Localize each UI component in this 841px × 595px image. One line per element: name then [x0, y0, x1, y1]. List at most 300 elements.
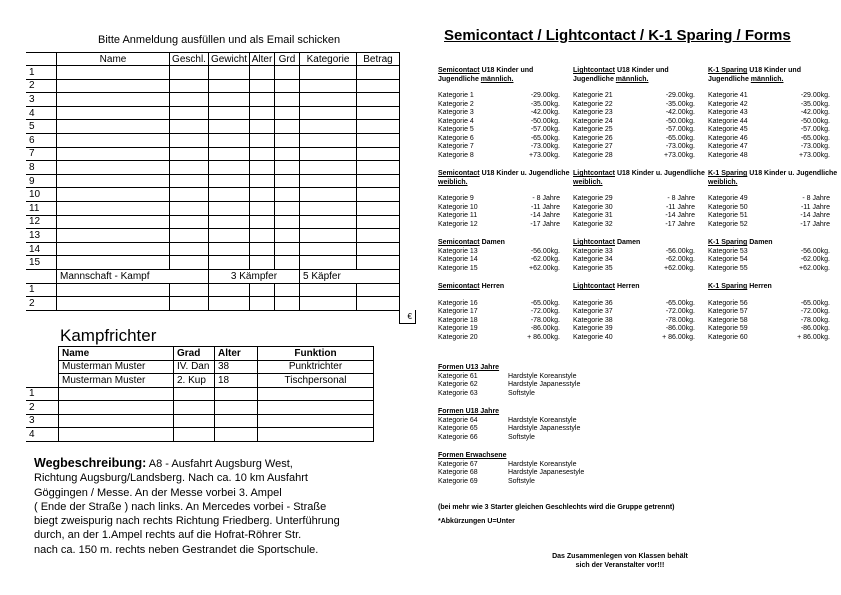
team-header-row — [26, 269, 416, 283]
judge-cell[interactable] — [174, 428, 215, 442]
registration-cell[interactable] — [300, 79, 357, 93]
category-item: Kategorie 60 + 86.00kg. — [708, 333, 830, 341]
category-block — [573, 67, 705, 160]
discipline-name: Lightcontact — [573, 239, 615, 246]
category-block — [573, 170, 705, 229]
registration-cell[interactable] — [170, 201, 209, 215]
registration-cell[interactable] — [57, 133, 170, 147]
registration-cell[interactable] — [357, 66, 400, 80]
judge-cell[interactable] — [174, 387, 215, 401]
team-row — [26, 297, 416, 311]
registration-cell[interactable] — [170, 229, 209, 243]
category-item: Kategorie 49 - 8 Jahre — [708, 195, 830, 202]
registration-cell[interactable] — [275, 242, 300, 256]
team-cell[interactable] — [57, 283, 170, 297]
registration-cell[interactable] — [170, 188, 209, 202]
registration-cell[interactable] — [57, 93, 170, 107]
judge-funktion[interactable]: Punktrichter — [258, 360, 374, 374]
row-number: 13 — [26, 229, 57, 243]
row-number: 3 — [26, 414, 59, 428]
registration-cell[interactable] — [209, 93, 250, 107]
registration-cell[interactable] — [300, 120, 357, 134]
judge-entry-row — [26, 387, 374, 401]
team-cell[interactable] — [300, 283, 357, 297]
registration-cell[interactable] — [300, 215, 357, 229]
registration-cell[interactable] — [357, 256, 400, 270]
category-item: Kategorie 11 -14 Jahre — [438, 212, 560, 219]
category-item: Kategorie 56 -65.00kg. — [708, 299, 830, 307]
registration-row — [26, 188, 416, 202]
forms-item: Kategorie 67 Hardstyle Koreanstyle — [438, 460, 577, 468]
category-item: Kategorie 2 -35.00kg. — [438, 100, 560, 108]
row-number: 11 — [26, 201, 57, 215]
registration-cell[interactable] — [300, 161, 357, 175]
category-item: Kategorie 43 -42.00kg. — [708, 109, 830, 116]
category-item: Kategorie 41 -29.00kg. — [708, 92, 830, 99]
route-line: nach ca. 150 m. rechts neben Gestrandet die Sportschule. — [34, 543, 319, 556]
registration-cell[interactable] — [170, 133, 209, 147]
registration-cell[interactable] — [170, 174, 209, 188]
row-number: 8 — [26, 161, 57, 175]
team-cell[interactable] — [250, 283, 275, 297]
category-item: Kategorie 34 -62.00kg. — [573, 256, 695, 263]
category-heading: Semicontact Herren — [438, 283, 505, 290]
judge-cell[interactable] — [215, 401, 258, 415]
category-column — [708, 67, 840, 352]
jcol-funktion: Funktion — [258, 347, 374, 361]
registration-cell[interactable] — [209, 120, 250, 134]
forms-section — [438, 364, 584, 496]
instruction: Bitte Anmeldung ausfüllen und als Email schicken — [98, 34, 341, 46]
category-heading: Lightcontact U18 Kinder und Jugendliche männlich. — [573, 67, 669, 83]
team-cell[interactable] — [209, 297, 250, 311]
row-number: 3 — [26, 93, 57, 107]
judge-cell[interactable] — [215, 387, 258, 401]
judge-cell[interactable] — [59, 401, 174, 415]
registration-cell[interactable] — [209, 106, 250, 120]
registration-cell[interactable] — [57, 161, 170, 175]
registration-cell[interactable] — [57, 79, 170, 93]
category-heading: K-1 Sparing U18 Kinder u. Jugendliche weiblich. — [708, 170, 838, 186]
registration-cell[interactable] — [170, 106, 209, 120]
category-item: Kategorie 53 -56.00kg. — [708, 247, 830, 255]
registration-cell[interactable] — [250, 133, 275, 147]
col-name: Name — [57, 53, 170, 66]
category-block — [708, 283, 840, 342]
registration-cell[interactable] — [250, 93, 275, 107]
category-item: Kategorie 39 -86.00kg. — [573, 325, 695, 332]
category-item: Kategorie 10 -11 Jahre — [438, 203, 560, 211]
team-cell[interactable] — [170, 283, 209, 297]
discipline-name: K-1 Sparing — [708, 239, 748, 246]
category-item: Kategorie 12 -17 Jahre — [438, 220, 560, 228]
registration-cell[interactable] — [300, 229, 357, 243]
category-item: Kategorie 27 -73.00kg. — [573, 143, 695, 150]
col-kategorie: Kategorie — [300, 53, 357, 66]
col-alter: Alter — [250, 53, 275, 66]
row-number: 15 — [26, 256, 57, 270]
euro-total: € — [400, 310, 416, 323]
registration-cell[interactable] — [250, 201, 275, 215]
discipline-name: Lightcontact — [573, 67, 615, 74]
team-cell[interactable] — [357, 283, 400, 297]
jcol-name: Name — [59, 347, 174, 361]
forms-item: Kategorie 65 Hardstyle Japanesstyle — [438, 425, 581, 432]
category-item: Kategorie 30 -11 Jahre — [573, 203, 695, 211]
category-item: Kategorie 16 -65.00kg. — [438, 299, 560, 307]
registration-cell[interactable] — [300, 93, 357, 107]
row-number: 7 — [26, 147, 57, 161]
registration-cell[interactable] — [300, 242, 357, 256]
registration-cell[interactable] — [357, 106, 400, 120]
registration-cell[interactable] — [300, 256, 357, 270]
registration-cell[interactable] — [57, 188, 170, 202]
registration-row — [26, 229, 416, 243]
category-item: Kategorie 51 -14 Jahre — [708, 212, 830, 219]
registration-cell[interactable] — [357, 201, 400, 215]
col-geschl: Geschl. — [170, 53, 209, 66]
judge-cell[interactable] — [174, 414, 215, 428]
judge-cell[interactable] — [215, 414, 258, 428]
jcol-alter: Alter — [215, 347, 258, 361]
registration-row — [26, 120, 416, 134]
category-item: Kategorie 21 -29.00kg. — [573, 92, 695, 99]
judge-name[interactable]: Musterman Muster — [59, 374, 174, 388]
registration-cell[interactable] — [170, 242, 209, 256]
judge-grad[interactable]: 2. Kup — [174, 374, 215, 388]
category-item: Kategorie 35 +62.00kg. — [573, 264, 695, 272]
registration-header-row — [26, 53, 416, 66]
registration-cell[interactable] — [57, 242, 170, 256]
registration-cell[interactable] — [250, 79, 275, 93]
registration-cell[interactable] — [275, 66, 300, 80]
registration-cell[interactable] — [170, 79, 209, 93]
registration-cell[interactable] — [250, 188, 275, 202]
judge-entry-row — [26, 428, 374, 442]
category-item: Kategorie 47 -73.00kg. — [708, 143, 830, 150]
registration-cell[interactable] — [357, 229, 400, 243]
category-columns — [438, 67, 840, 352]
discipline-name: Semicontact — [438, 67, 480, 74]
registration-cell[interactable] — [300, 188, 357, 202]
registration-cell[interactable] — [250, 215, 275, 229]
row-number: 4 — [26, 106, 57, 120]
registration-cell[interactable] — [57, 201, 170, 215]
category-heading: Lightcontact Damen — [573, 239, 641, 246]
judge-cell[interactable] — [258, 401, 374, 415]
judge-alter[interactable]: 38 — [215, 360, 258, 374]
judge-entry-row — [26, 401, 374, 415]
registration-cell[interactable] — [250, 106, 275, 120]
category-item: Kategorie 5 -57.00kg. — [438, 126, 560, 133]
forms-heading: Formen Erwachsene — [438, 452, 507, 459]
category-item: Kategorie 48 +73.00kg. — [708, 151, 830, 159]
route-line: biegt zweispurig nach rechts Richtung Friedberg. Unterführung — [34, 515, 340, 528]
category-block — [573, 239, 705, 273]
team-cell[interactable] — [357, 297, 400, 311]
registration-cell[interactable] — [250, 147, 275, 161]
registration-cell[interactable] — [300, 147, 357, 161]
category-block — [438, 170, 570, 229]
registration-cell[interactable] — [209, 215, 250, 229]
registration-row — [26, 147, 416, 161]
registration-cell[interactable] — [275, 256, 300, 270]
forms-item: Kategorie 68 Hardstyle Japanesestyle — [438, 469, 585, 476]
row-number: 1 — [26, 387, 59, 401]
category-heading: K-1 Sparing Herren — [708, 283, 772, 290]
category-item: Kategorie 24 -50.00kg. — [573, 117, 695, 125]
category-block — [438, 67, 570, 160]
registration-cell[interactable] — [170, 161, 209, 175]
registration-cell[interactable] — [209, 174, 250, 188]
discipline-name: Semicontact — [438, 239, 480, 246]
forms-block — [438, 364, 584, 398]
discipline-name: Lightcontact — [573, 283, 615, 290]
footer-line: sich der Veranstalter vor!!! — [575, 561, 665, 569]
category-column — [438, 67, 570, 352]
discipline-name: K-1 Sparing — [708, 170, 748, 177]
discipline-name: K-1 Sparing — [708, 67, 748, 74]
team-cell[interactable] — [300, 297, 357, 311]
registration-cell[interactable] — [250, 242, 275, 256]
route-line: durch, an der 1.Ampel rechts auf die Hofrat-Röhrer Str. — [34, 529, 302, 542]
category-item: Kategorie 18 -78.00kg. — [438, 316, 560, 324]
registration-cell[interactable] — [57, 66, 170, 80]
category-item: Kategorie 42 -35.00kg. — [708, 100, 830, 108]
registration-cell[interactable] — [250, 256, 275, 270]
registration-cell[interactable] — [275, 93, 300, 107]
row-number: 6 — [26, 133, 57, 147]
judge-cell[interactable] — [258, 428, 374, 442]
category-item: Kategorie 26 -65.00kg. — [573, 134, 695, 142]
jcol-grad: Grad — [174, 347, 215, 361]
registration-cell[interactable] — [275, 79, 300, 93]
route-description — [34, 456, 384, 557]
registration-cell[interactable] — [209, 242, 250, 256]
category-item: Kategorie 45 -57.00kg. — [708, 126, 830, 133]
forms-item: Kategorie 62 Hardstyle Japanesstyle — [438, 381, 581, 388]
team-cell[interactable] — [170, 297, 209, 311]
category-item: Kategorie 9 - 8 Jahre — [438, 195, 560, 202]
col-gewicht: Gewicht — [209, 53, 250, 66]
registration-row — [26, 66, 416, 80]
judge-cell[interactable] — [59, 428, 174, 442]
team-cell[interactable] — [209, 283, 250, 297]
row-number: 1 — [26, 283, 57, 297]
registration-cell[interactable] — [209, 188, 250, 202]
category-item: Kategorie 52 -17 Jahre — [708, 220, 830, 228]
col-grd: Grd — [275, 53, 300, 66]
registration-cell[interactable] — [170, 93, 209, 107]
row-number: 2 — [26, 401, 59, 415]
discipline-name: Semicontact — [438, 170, 480, 177]
registration-cell[interactable] — [170, 120, 209, 134]
judge-alter[interactable]: 18 — [215, 374, 258, 388]
registration-row — [26, 242, 416, 256]
judge-cell[interactable] — [258, 414, 374, 428]
registration-cell[interactable] — [357, 215, 400, 229]
registration-cell[interactable] — [357, 93, 400, 107]
registration-cell[interactable] — [300, 174, 357, 188]
registration-row — [26, 79, 416, 93]
judge-row — [26, 360, 374, 374]
category-column — [573, 67, 705, 352]
judge-grad[interactable]: IV. Dan — [174, 360, 215, 374]
registration-cell[interactable] — [357, 174, 400, 188]
judge-cell[interactable] — [174, 401, 215, 415]
category-block — [708, 170, 840, 229]
registration-cell[interactable] — [250, 120, 275, 134]
registration-row — [26, 174, 416, 188]
team-cell[interactable] — [275, 283, 300, 297]
discipline-name: K-1 Sparing — [708, 283, 748, 290]
registration-cell[interactable] — [209, 201, 250, 215]
registration-cell[interactable] — [170, 66, 209, 80]
registration-cell[interactable] — [275, 120, 300, 134]
category-item: Kategorie 40 + 86.00kg. — [573, 333, 695, 341]
team-cell[interactable] — [57, 297, 170, 311]
registration-cell[interactable] — [275, 188, 300, 202]
category-item: Kategorie 50 -11 Jahre — [708, 203, 830, 211]
row-number: 1 — [26, 66, 57, 80]
forms-item: Kategorie 66 Softstyle — [438, 433, 535, 441]
registration-cell[interactable] — [57, 106, 170, 120]
judge-funktion[interactable]: Tischpersonal — [258, 374, 374, 388]
category-item: Kategorie 13 -56.00kg. — [438, 247, 560, 255]
registration-cell[interactable] — [57, 120, 170, 134]
registration-cell[interactable] — [357, 242, 400, 256]
judge-cell[interactable] — [59, 414, 174, 428]
registration-cell[interactable] — [209, 66, 250, 80]
page-title: Semicontact / Lightcontact / K-1 Sparing / Forms — [444, 27, 791, 44]
registration-cell[interactable] — [250, 161, 275, 175]
route-line: Göggingen / Messe. An der Messe vorbei 3. Ampel — [34, 486, 282, 499]
registration-cell[interactable] — [275, 147, 300, 161]
team-row — [26, 283, 416, 297]
col-betrag: Betrag — [357, 53, 400, 66]
registration-cell[interactable] — [357, 120, 400, 134]
judge-cell[interactable] — [258, 387, 374, 401]
category-item: Kategorie 46 -65.00kg. — [708, 134, 830, 142]
row-number: 5 — [26, 120, 57, 134]
registration-cell[interactable] — [57, 147, 170, 161]
category-item: Kategorie 4 -50.00kg. — [438, 117, 560, 125]
registration-cell[interactable] — [57, 174, 170, 188]
registration-cell[interactable] — [170, 215, 209, 229]
category-item: Kategorie 44 -50.00kg. — [708, 117, 830, 125]
footer-line: Das Zusammenlegen von Klassen behält — [552, 553, 688, 560]
registration-cell[interactable] — [275, 229, 300, 243]
registration-cell[interactable] — [357, 133, 400, 147]
row-number: 10 — [26, 188, 57, 202]
registration-cell[interactable] — [57, 215, 170, 229]
registration-cell[interactable] — [357, 79, 400, 93]
registration-cell[interactable] — [250, 229, 275, 243]
category-item: Kategorie 58 -78.00kg. — [708, 316, 830, 324]
footer-note — [520, 553, 720, 570]
registration-cell[interactable] — [209, 79, 250, 93]
category-item: Kategorie 22 -35.00kg. — [573, 100, 695, 108]
registration-cell[interactable] — [300, 201, 357, 215]
category-block — [438, 239, 570, 273]
registration-cell[interactable] — [357, 161, 400, 175]
team-3: 3 Kämpfer — [209, 269, 300, 283]
registration-cell[interactable] — [170, 147, 209, 161]
category-block — [573, 283, 705, 342]
category-heading: Lightcontact U18 Kinder u. Jugendliche weiblich. — [573, 170, 705, 186]
judge-cell[interactable] — [215, 428, 258, 442]
category-item: Kategorie 1 -29.00kg. — [438, 92, 560, 99]
category-item: Kategorie 28 +73.00kg. — [573, 151, 695, 159]
row-number: 12 — [26, 215, 57, 229]
category-item: Kategorie 31 -14 Jahre — [573, 212, 695, 219]
registration-cell[interactable] — [275, 174, 300, 188]
registration-cell[interactable] — [209, 229, 250, 243]
registration-cell[interactable] — [209, 133, 250, 147]
forms-heading: Formen U18 Jahre — [438, 408, 500, 415]
registration-row — [26, 161, 416, 175]
registration-cell[interactable] — [275, 201, 300, 215]
category-heading: Semicontact U18 Kinder und Jugendliche männlich. — [438, 67, 534, 83]
row-number: 2 — [26, 297, 57, 311]
registration-cell[interactable] — [209, 256, 250, 270]
registration-cell[interactable] — [275, 161, 300, 175]
forms-item: Kategorie 69 Softstyle — [438, 477, 535, 485]
registration-table — [26, 52, 416, 324]
registration-cell[interactable] — [300, 133, 357, 147]
registration-cell[interactable] — [275, 133, 300, 147]
registration-cell[interactable] — [275, 215, 300, 229]
registration-cell[interactable] — [357, 188, 400, 202]
category-item: Kategorie 59 -86.00kg. — [708, 325, 830, 332]
category-item: Kategorie 3 -42.00kg. — [438, 109, 560, 116]
registration-cell[interactable] — [357, 147, 400, 161]
category-item: Kategorie 37 -72.00kg. — [573, 308, 695, 315]
registration-cell[interactable] — [300, 66, 357, 80]
registration-cell[interactable] — [275, 106, 300, 120]
category-item: Kategorie 7 -73.00kg. — [438, 143, 560, 150]
registration-cell[interactable] — [209, 161, 250, 175]
team-cell[interactable] — [275, 297, 300, 311]
category-item: Kategorie 38 -78.00kg. — [573, 316, 695, 324]
registration-cell[interactable] — [250, 174, 275, 188]
category-item: Kategorie 55 +62.00kg. — [708, 264, 830, 272]
judge-cell[interactable] — [59, 387, 174, 401]
category-block — [708, 67, 840, 160]
registration-cell[interactable] — [57, 229, 170, 243]
team-cell[interactable] — [250, 297, 275, 311]
row-number: 14 — [26, 242, 57, 256]
team-5: 5 Käpfer — [300, 269, 400, 283]
registration-row — [26, 133, 416, 147]
row-number: 9 — [26, 174, 57, 188]
forms-item: Kategorie 64 Hardstyle Koreanstyle — [438, 416, 577, 424]
judge-name[interactable]: Musterman Muster — [59, 360, 174, 374]
registration-cell[interactable] — [57, 256, 170, 270]
category-item: Kategorie 8 +73.00kg. — [438, 151, 560, 159]
route-line: A8 - Ausfahrt Augsburg West, — [146, 458, 293, 470]
team-label: Mannschaft - Kampf — [57, 269, 209, 283]
category-item: Kategorie 6 -65.00kg. — [438, 134, 560, 142]
registration-cell[interactable] — [300, 106, 357, 120]
category-item: Kategorie 19 -86.00kg. — [438, 325, 560, 332]
kampfrichter-title: Kampfrichter — [60, 326, 157, 345]
registration-row — [26, 215, 416, 229]
registration-row — [26, 256, 416, 270]
registration-cell[interactable] — [250, 66, 275, 80]
registration-cell[interactable] — [209, 147, 250, 161]
registration-cell[interactable] — [170, 256, 209, 270]
